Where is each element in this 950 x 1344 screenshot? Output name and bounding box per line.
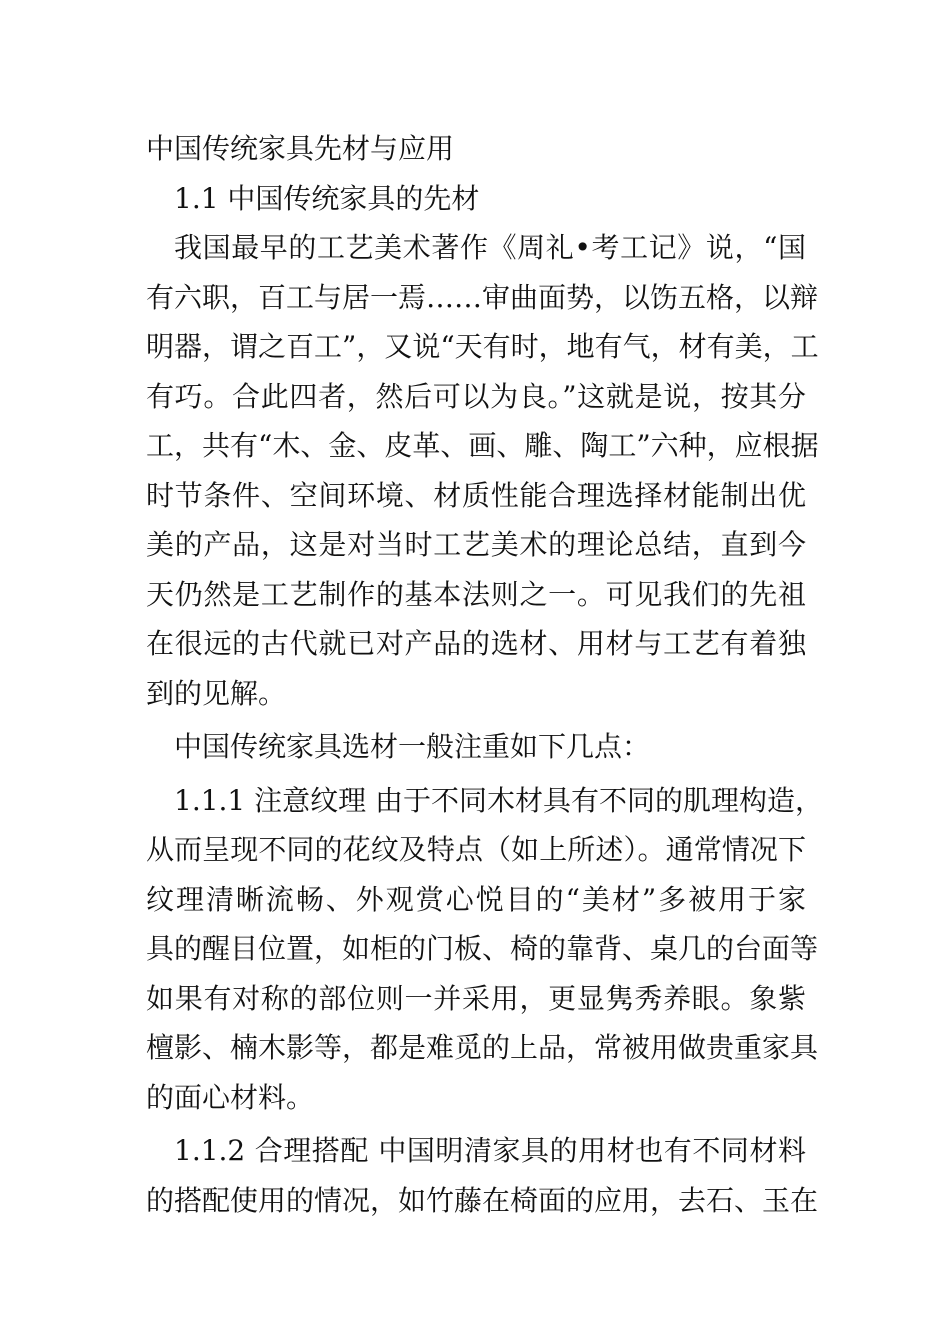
paragraph-line: 的搭配使用的情况，如竹藤在椅面的应用，去石、玉在 [146,1183,819,1217]
paragraph-line: 有巧。合此四者，然后可以为良。”这就是说，按其分 [146,379,806,413]
paragraph-line: 具的醒目位置，如柜的门板、椅的靠背、桌几的台面等 [146,932,819,965]
paragraph-line: 1.1.2 合理搭配 中国明清家具的用材也有不同材料 [174,1134,806,1167]
paragraph-line: 的面心材料。 [146,1080,315,1114]
paragraph-line: 有六职，百工与居一焉……审曲面势，以饬五格，以辩 [146,280,819,314]
paragraph-line: 到的见解。 [146,676,287,710]
document-body [146,124,824,1225]
paragraph-line: 时节条件、空间环境、材质性能合理选择材能制出优 [146,478,806,512]
paragraph-line: 在很远的古代就已对产品的选材、用材与工艺有着独 [146,627,806,660]
paragraph-line: 檀影、楠木影等，都是难觅的上品，常被用做贵重家具 [146,1031,819,1064]
document-title: 中国传统家具先材与应用 [146,132,455,165]
paragraph-line: 工，共有“木、金、皮革、画、雕、陶工”六种，应根据 [146,429,819,462]
paragraph-line: 1.1.1 注意纹理 由于不同木材具有不同的肌理构造， [174,783,824,817]
paragraph-line: 天仍然是工艺制作的基本法则之一。可见我们的先祖 [146,577,806,611]
paragraph-line: 明器，谓之百工”，又说“天有时，地有气，材有美，工 [146,330,819,363]
paragraph-line: 纹理清晰流畅、外观赏心悦目的“美材”多被用于家 [146,882,806,916]
paragraph-line: 美的产品，这是对当时工艺美术的理论总结，直到今 [146,528,806,561]
paragraph-texture [146,776,824,1123]
paragraph-line: 如果有对称的部位则一并采用，更显隽秀养眼。象紫 [146,981,806,1015]
paragraph-matching [146,1126,819,1225]
section-heading: 1.1 中国传统家具的先材 [174,181,480,215]
paragraph-kaogongji [146,223,819,718]
paragraph-line: 我国最早的工艺美术著作《周礼•考工记》说，“国 [174,231,806,264]
paragraph-line: 从而呈现不同的花纹及特点（如上所述）。通常情况下 [146,833,806,866]
intro-line: 中国传统家具选材一般注重如下几点： [174,730,651,763]
